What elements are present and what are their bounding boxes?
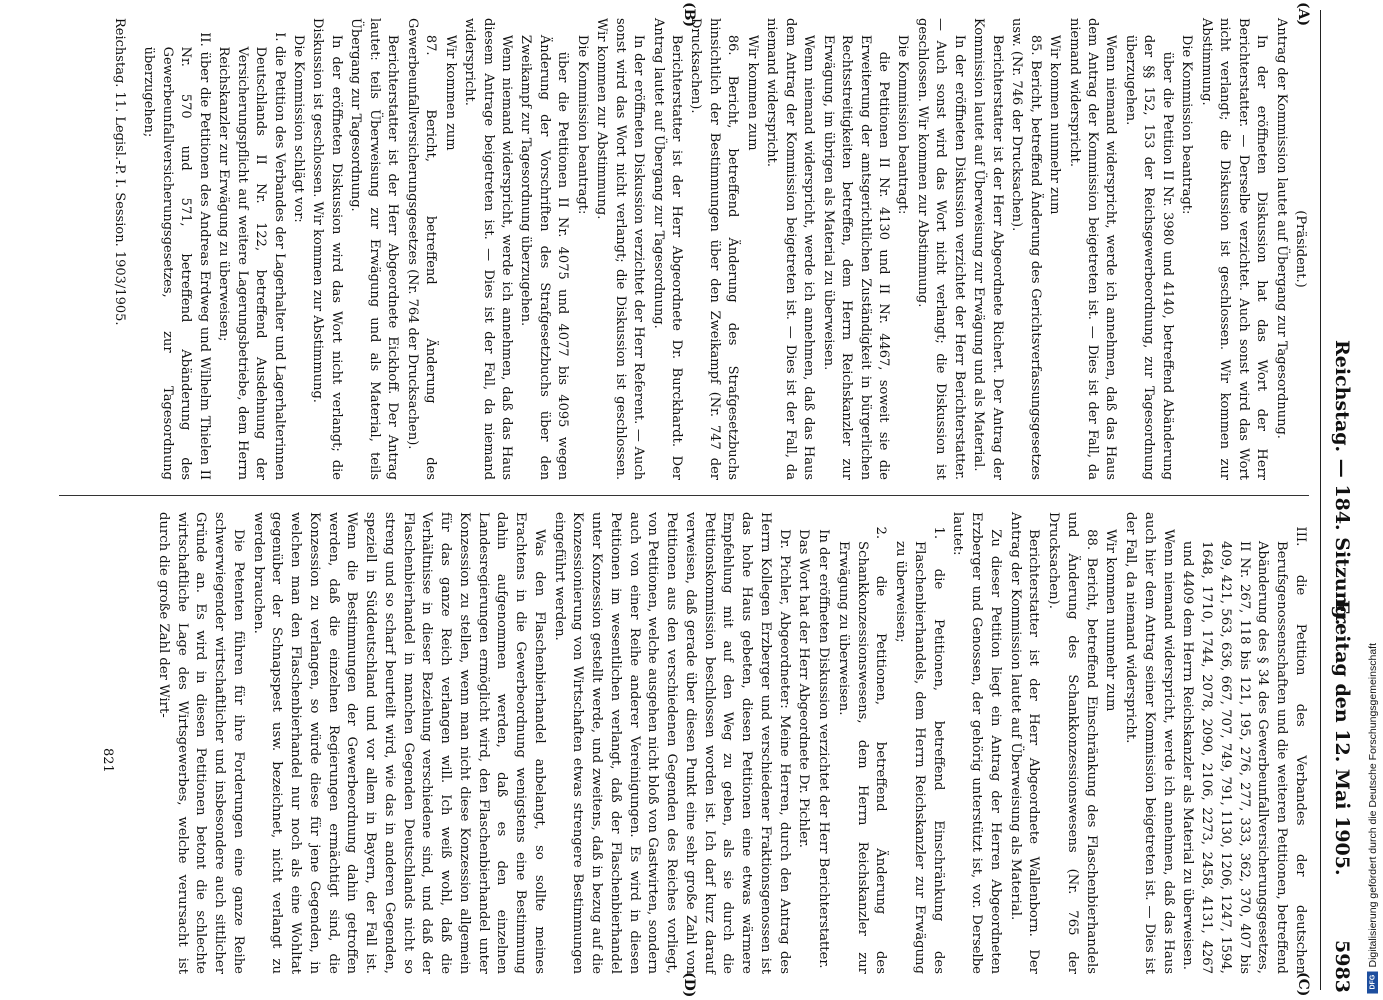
paragraph: Wir kommen nunmehr zum [1103,529,1119,712]
paragraph: Die Kommission beantragt: [895,34,911,215]
sheet-number: 821 [100,748,115,773]
paragraph: Wenn niemand widerspricht, werde ich annehmen, daß das Haus dem Antrag der Kommission beigetreten ist. — Dies ist der Fall, da niemand widerspricht. [764,18,817,480]
paragraph: In der eröffneten Diskussion verzichtet der Herr Berichterstatter. — Auch sonst wird das Wort nicht verlangt; die Diskussion ist geschlossen. Wir kommen zur Abstimmung. [914,18,967,480]
paragraph: Die Kommission beantragt: [1179,34,1195,215]
list-item: II. über die Petitionen des Andreas Erdweg und Wilhelm Thielen II Nr. 570 und 571, betreffend Abänderung des Gewerbeunfallversicherungsgesetzes, zur Tagesordnung überzugehen; [141,32,212,480]
page-number: 5983 [1331,940,1353,993]
report-heading: 86. Bericht, betreffend Änderung des Strafgesetzbuchs hinsichtlich der Bestimmungen über den Zweikampf (Nr. 747 der Drucksachen). [688,18,741,480]
paragraph: Dr. Pichler, Abgeordneter: Meine Herren, durch den Antrag des Herrn Kollegen Erzberger und verschiedener Fraktionsgenossen ist das hohe Haus gebeten, diesen Petitionen eine etwas wärmere Empfehlung mit auf den Weg zu geben, als sie durch die Petitionskommission beschlossen worden ist. Ich darf kurz darauf verweisen, daß gerade über diesen Punkt eine sehr große Zahl von Petitionen aus den verschiedenen Gegenden des Reiches vorliegt, von Petitionen, welche ausgehen nicht bloß von Gastwirten, sondern auch von einer Reihe anderer Vereinigungen. Es wird in diesen Petitionen im wesentlichen verlangt, daß der Flaschenbierhandel unter Konzession gestellt werde, und zweitens, daß in bezug auf die Konzessionierung von Wirtschaften etwas strengere Bestimmungen eingeführt werden. [551,512,792,974]
paragraph: Berichterstatter ist der Herr Abgeordnete Dr. Burckhardt. Der Antrag lautet auf Übergang zur Tagesordnung. [650,18,685,480]
report-heading: 88. Bericht, betreffend Einschränkung des Flaschenbierhandels und Änderung des Schankkonzessionswesens (Nr. 765 der Drucksachen). [1046,512,1099,974]
margin-mark-c: (C) [1295,972,1311,997]
paragraph: Wenn niemand widerspricht, werde ich annehmen, daß das Haus diesem Antrage beigetreten ist. — Dies ist der Fall, da niemand widerspricht. [462,18,514,480]
paragraph: In der eröffneten Diskussion verzichtet der Herr Berichterstatter. [816,529,832,969]
paragraph: Wenn niemand widerspricht, werde ich annehmen, daß das Haus dem Antrag der Kommission beigetreten ist. — Dies ist der Fall, da niemand widerspricht. [1066,18,1119,480]
paragraph: über die Petitionen II Nr. 4075 und 4077 bis 4095 wegen Änderung der Vorschriften des Strafgesetzbuchs über den Zweikampf zur Tagesordnung überzugehen. [518,34,571,480]
paragraph: In der eröffneten Diskussion wird das Wort nicht verlangt; die Diskussion ist geschlossen. Wir kommen zur Abstimmung. [310,18,344,480]
report-heading: 85. Bericht, betreffend Änderung des Gerichtsverfassungsgesetzes usw. (Nr. 746 der Drucksachen). [1009,18,1043,480]
session-date: Freitag den 12. Mai 1905. [1331,600,1353,876]
paragraph: In der eröffneten Diskussion verzichtet der Herr Referent. — Auch sonst wird das Wort nicht verlangt; die Diskussion ist geschlossen. Wir kommen zur Abstimmung. [594,18,647,480]
paragraph: Die Kommission beantragt: [574,34,590,215]
paragraph: Berichterstatter ist der Herr Abgeordnete Eickhoff. Der Antrag lautet: teils Überweisung zur Erwägung und als Material, teils Übergang zur Tagesordnung. [348,18,401,480]
paragraph: Zu dieser Petition liegt ein Antrag der Herren Abgeordneten Erzberger und Genossen, der gehörig unterstützt ist, vor. Derselbe lautet: [950,512,1003,974]
column-divider [59,495,1309,496]
page-header [1320,10,1355,993]
list-item: 2. die Petitionen, betreffend Änderung des Schankkonzessionswesens, dem Herrn Reichskanzler zur Erwägung zu überweisen. [836,526,889,974]
left-column [138,18,1309,480]
paragraph: über die Petition II Nr. 3980 und 4140, betreffend Abänderung der §§ 152, 153 der Reichsgewerbeordnung, zur Tagesordnung überzugehen. [1122,34,1175,480]
paragraph: In der eröffneten Diskussion hat das Wort der Herr Berichterstatter. — Derselbe verzichtet. Auch sonst wird das Wort nicht verlangt; die Diskussion ist geschlossen. Wir kommen zur Abstimmung. [1198,18,1270,480]
paragraph: die Petitionen II Nr. 4130 und II Nr. 4467, soweit sie die Erweiterung der amtsgerichtlichen Zuständigkeit in bürgerlichen Rechtsstreitigkeiten betreffen, dem Herrn Reichskanzler zur Erwägung, im übrigen als Material zu überweisen. [820,34,892,480]
report-heading: 87. Bericht, betreffend Änderung des Gewerbeunfallversicherungsgesetzes (Nr. 764 der Drucksachen). [404,18,439,480]
margin-mark-d: (D) [681,972,697,998]
paragraph: Antrag der Kommission lautet auf Übergang zur Tagesordnung. [1273,18,1289,439]
paragraph: Berichterstatter ist der Herr Abgeordnete Wallenborn. Der Antrag der Kommission lautet auf Überweisung als Material. [1007,512,1042,974]
session-title: Reichstag. — 184. Sitzung. [1331,340,1353,626]
digitization-credit [1367,643,1379,994]
list-item: 1. die Petitionen, betreffend Einschränkung des Flaschenbierhandels, dem Herrn Reichskanzler zur Erwägung zu überweisen; [893,526,946,974]
page-footer: Reichstag. 11. Legisl.-P. I. Session. 1903/1905. [112,18,127,326]
credit-text: Digitalisierung gefördert durch die Deutsche Forschungsgemeinschaft [1367,643,1379,968]
margin-mark-b: (B) [681,2,697,28]
paragraph: Das Wort hat der Herr Abgeordnete Dr. Pichler. [796,529,812,848]
paragraph: Berichterstatter ist der Herr Abgeordnete Richert. Der Antrag der Kommission lautet auf Überweisung zur Erwägung und als Material. [971,18,1005,480]
paragraph: Die Kommission schlägt vor: [290,34,306,223]
paragraph: (Präsident.) [1293,210,1308,288]
list-item: I. die Petition des Verbandes der Lagerhalter und Lagerhalterinnen Deutschlands II Nr. 122, betreffend Ausdehnung der Versicherungspflicht auf weitere Lagerungsbetriebe, dem Herrn Reichskanzler zur Erwägung zu überweisen; [216,32,287,480]
paragraph: Die Petenten führen für ihre Forderungen eine ganze Reihe schwerwiegender wirtschaftlicher und insbesondere auch sittlicher Gründe an. Es wird in diesen Petitionen betont die schlechte wirtschaftliche Lage des Wirtsgewerbes, welche verursacht ist durch die große Zahl der Wirt- [156,512,246,974]
margin-mark-a: (A) [1295,2,1311,27]
dfg-logo-icon: DFG [1368,972,1379,994]
paragraph: Wir kommen nunmehr zum [1047,34,1063,215]
paragraph: Wir kommen zum [442,34,458,151]
paragraph: Wir kommen zum [744,34,760,151]
paragraph: Wenn niemand widerspricht, werde ich annehmen, daß das Haus auch hier dem Antrag seiner Kommission beigetreten ist. — Dies ist der Fall, da niemand widerspricht. [1123,512,1176,974]
paragraph: Was den Flaschenbierhandel anbelangt, so sollte meines Erachtens in die Gewerbeordnung wenigstens eine Bestimmung dahin aufgenommen werden, daß es den einzelnen Landesregierungen ermöglicht wird, den Flaschenbierhandel unter Konzession zu stellen, wenn man nicht diese Konzession allgemein für das ganze Reich verlangen will. Ich weiß wohl, daß die Verhältnisse in dieser Beziehung verschiedene sind, und daß der Flaschenbierhandel in manchen Gegenden Deutschlands nicht so streng und so scharf beurteilt wird, wie das in anderen Gegenden, speziell in Süddeutschland und vor allem in Bayern, der Fall ist. Wenn die Bestimmungen der Gewerbeordnung dahin getroffen werden, daß die einzelnen Regierungen ermächtigt sind, die Konzession zu verlangen, so würde diese für jene Gegenden, in welchen man den Flaschenbierhandel nur noch als eine Wohltat gegenüber der Schnapspest usw. bezeichnet, nicht verlangt zu werden brauchen. [250,512,547,974]
right-column [152,512,1309,974]
list-item: III. die Petition des Verbandes der deutschen Berufsgenossenschaften und die weiteren Petitionen, betreffend Abänderung des § 34 des Gewerbeunfallversicherungsgesetzes, II Nr. 267, 118 bis 121, 195, 276, 277, 333, 362, 370, 407 bis 409, 421, 563, 636, 667, 707, 749, 791, 1130, 1206, 1247, 1594, 1648, 1710, 1744, 2078, 2090, 2106, 2273, 2458, 4131, 4267 und 4409 dem Herrn Reichskanzler als Material zu überweisen. [1180,526,1308,974]
